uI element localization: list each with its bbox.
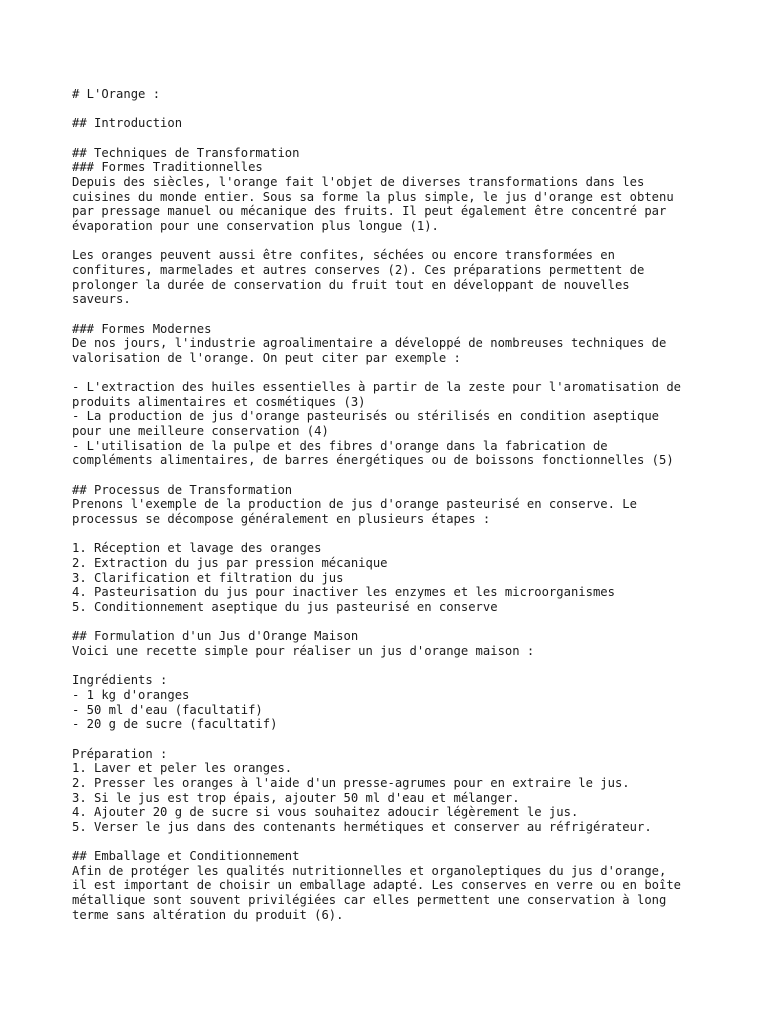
document-line: confitures, marmelades et autres conserves (2). Ces préparations permettent de <box>72 262 645 277</box>
blank-line <box>72 131 712 146</box>
blank-line <box>72 834 712 849</box>
document-line: ## Processus de Transformation <box>72 482 293 497</box>
document-line: ## Formulation d'un Jus d'Orange Maison <box>72 629 359 644</box>
document-line: - 1 kg d'oranges <box>72 687 190 702</box>
document-line: Les oranges peuvent aussi être confites, séchées ou encore transformées en <box>72 248 615 263</box>
document-line: ## Introduction <box>72 116 183 131</box>
document-line: terme sans altération du produit (6). <box>72 907 344 922</box>
document-line: 2. Extraction du jus par pression mécanique <box>72 556 388 570</box>
document-line: évaporation pour une conservation plus longue (1). <box>72 218 439 233</box>
document-line: Prenons l'exemple de la production de jus d'orange pasteurisé en conserve. Le <box>72 497 637 512</box>
document-line: - 20 g de sucre (facultatif) <box>72 717 278 732</box>
document-line: saveurs. <box>72 292 131 307</box>
blank-line <box>72 307 712 322</box>
document-line: ### Formes Traditionnelles <box>72 160 263 175</box>
document-line: 5. Conditionnement aseptique du jus pasteurisé en conserve <box>72 599 498 614</box>
document-line: cuisines du monde entier. Sous sa forme la plus simple, le jus d'orange est obtenu <box>72 189 674 204</box>
blank-line <box>72 468 712 483</box>
document-line: il est important de choisir un emballage adapté. Les conserves en verre ou en boîte <box>72 878 682 893</box>
document-line: - La production de jus d'orange pasteurisés ou stérilisés en condition aseptique <box>72 409 659 424</box>
document-line: ## Techniques de Transformation <box>72 145 300 160</box>
blank-line <box>72 659 712 674</box>
document-line: métallique sont souvent privilégiées car elles permettent une conservation à long <box>72 893 667 908</box>
document-line: Depuis des siècles, l'orange fait l'objet de diverses transformations dans les <box>72 174 645 189</box>
blank-line <box>72 527 712 542</box>
document-line: 3. Si le jus est trop épais, ajouter 50 ml d'eau et mélanger. <box>72 790 520 805</box>
document-line: 4. Ajouter 20 g de sucre si vous souhaitez adoucir légèrement le jus. <box>72 805 579 820</box>
document-line: valorisation de l'orange. On peut citer par exemple : <box>72 350 461 365</box>
document-line: par pressage manuel ou mécanique des fruits. Il peut également être concentré par <box>72 204 667 219</box>
document-line: processus se décompose généralement en plusieurs étapes : <box>72 512 491 527</box>
blank-line <box>72 365 712 380</box>
document-line: 2. Presser les oranges à l'aide d'un presse-agrumes pour en extraire le jus. <box>72 775 630 790</box>
document-line: De nos jours, l'industrie agroalimentaire a développé de nombreuses techniques de <box>72 336 667 351</box>
blank-line <box>72 732 712 747</box>
document-line: pour une meilleure conservation (4) <box>72 424 329 439</box>
blank-line <box>72 102 712 117</box>
document-line: Ingrédients : <box>72 673 168 688</box>
document-line: 5. Verser le jus dans des contenants hermétiques et conserver au réfrigérateur. <box>72 819 652 834</box>
document-line: Afin de protéger les qualités nutritionnelles et organoleptiques du jus d'orange, <box>72 863 667 878</box>
document-line: 3. Clarification et filtration du jus <box>72 570 344 585</box>
document-line: ### Formes Modernes <box>72 321 212 336</box>
document-line: - L'utilisation de la pulpe et des fibres d'orange dans la fabrication de <box>72 438 608 453</box>
document-line: - 50 ml d'eau (facultatif) <box>72 702 263 717</box>
blank-line <box>72 234 712 249</box>
document-page <box>72 87 712 922</box>
document-line: produits alimentaires et cosmétiques (3) <box>72 394 366 409</box>
document-line: 1. Réception et lavage des oranges <box>72 541 322 556</box>
document-line: - L'extraction des huiles essentielles à partir de la zeste pour l'aromatisation de <box>72 380 682 395</box>
document-line: prolonger la durée de conservation du fruit tout en développant de nouvelles <box>72 277 630 292</box>
document-line: 4. Pasteurisation du jus pour inactiver les enzymes et les microorganismes <box>72 585 615 600</box>
document-line: Voici une recette simple pour réaliser un jus d'orange maison : <box>72 643 535 658</box>
document-line: ## Emballage et Conditionnement <box>72 849 300 864</box>
document-line: 1. Laver et peler les oranges. <box>72 761 293 776</box>
blank-line <box>72 615 712 630</box>
document-line: compléments alimentaires, de barres énergétiques ou de boissons fonctionnelles (5) <box>72 453 674 468</box>
document-line: Préparation : <box>72 746 168 761</box>
document-line: # L'Orange : <box>72 87 161 101</box>
